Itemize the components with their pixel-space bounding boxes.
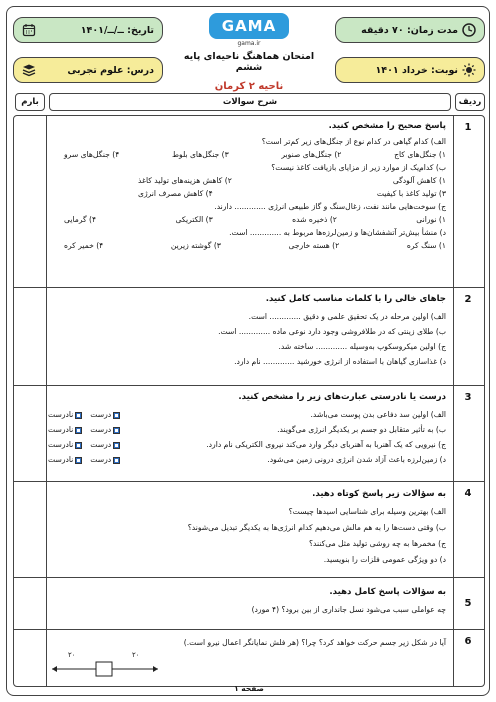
tf-choices: نادرست درست [48,407,120,422]
question-part-c: ج) مخمرها به چه روشی تولید مثل می‌کنند؟ [309,539,446,548]
question-part-d: د) منشأ بیش‌تر آتشفشان‌ها و زمین‌لرزه‌ها مربوط به ............. است. [229,228,446,237]
question-body [48,292,446,369]
session-box [335,57,485,83]
tf-choices: نادرست درست [48,437,120,452]
question-body [48,120,446,252]
checkbox[interactable] [75,427,82,434]
option[interactable]: ۲) جنگل‌های صنوبر [281,150,342,159]
tf-item: ج) نیرویی که یک آهنربا به آهنربای دیگر وارد می‌کند نیروی الکتریکی نام دارد. نادرست درست [48,437,446,452]
exam-title: امتحان هماهنگ ناحیه‌ای پایه ششم [183,51,315,73]
col-row-header: ردیف [455,93,485,111]
question-part-a: چه عواملی سبب می‌شود نسل جانداری از بین برود؟ (۴ مورد) [251,605,446,614]
date-box [13,17,163,43]
exam-region: ناحیه ۲ کرمان [214,81,284,92]
question-row-3 [14,386,484,482]
question-heading: به سؤالات پاسخ کامل دهید. [329,587,446,597]
object-box [96,662,112,676]
question-part-c: ج) سوخت‌هایی مانند نفت، زغال‌سنگ و گاز طبیعی انرژی ............. دارند. [214,202,446,211]
question-row-6 [14,630,484,688]
options-d [48,239,446,252]
options-b1 [48,174,446,187]
force-diagram [48,649,446,677]
question-number: 1 [464,122,472,133]
option[interactable]: ۱) کاهش آلودگی [392,176,446,185]
option[interactable]: ۲) هسته خارجی [288,241,340,250]
force-left-value: ۲۰ [68,651,76,659]
option[interactable]: ۴) گرمایی [64,215,97,224]
tf-choices: نادرست درست [48,452,120,467]
checkbox[interactable] [113,412,120,419]
question-part-c: ج) اولین میکروسکوپ به‌وسیله ............. ساخته شد. [278,342,446,351]
option[interactable]: ۱) نورانی [416,215,446,224]
clock-icon [462,23,476,37]
option[interactable]: ۱) جنگل‌های کاج [394,150,446,159]
question-part-d: د) غذاسازی گیاهان با استفاده از انرژی خورشید ............. نام دارد. [234,357,446,366]
tf-item: الف) اولین سد دفاعی بدن پوست می‌باشد. نادرست درست [48,407,446,422]
question-heading: جاهای خالی را با کلمات مناسب کامل کنید. [265,294,446,304]
option[interactable]: ۳) تولید کاغذ با کیفیت [376,189,446,198]
checkbox[interactable] [75,442,82,449]
question-part-a: آیا در شکل زیر جسم حرکت خواهد کرد؟ چرا؟ (هر فلش نمایانگر اعمال نیرو است.) [183,638,446,647]
checkbox[interactable] [75,412,82,419]
question-part-a: الف) بهترین وسیله برای شناسایی اسیدها چیست؟ [288,507,446,516]
question-number: 3 [464,392,472,403]
question-part-b: ب) وقتی دست‌ها را به هم مالش می‌دهیم کدام انرژی‌ها به یکدیگر تبدیل می‌شوند؟ [187,523,446,532]
question-part-a: الف) کدام گیاهی در کدام نوع از جنگل‌های زیر کم‌تر است؟ [261,137,446,146]
option[interactable]: ۳) گوشته زیرین [170,241,221,250]
question-part-a: الف) اولین مرحله در یک تحقیق علمی و دقیق ............. است. [248,312,446,321]
question-row-1 [14,116,484,288]
option[interactable]: ۲) ذخیره شده [292,215,337,224]
arrowhead-left [52,666,57,672]
question-row-5 [14,578,484,630]
checkbox[interactable] [113,457,120,464]
option[interactable]: ۳) جنگل‌های بلوط [172,150,229,159]
options-a [48,148,446,161]
force-right-value: ۲۰ [132,651,140,659]
header-center [177,13,321,92]
questions-table [13,115,485,687]
question-heading: درست یا نادرستی عبارت‌های زیر را مشخص کنید. [238,392,446,402]
question-body [48,486,446,568]
option[interactable]: ۴) جنگل‌های سرو [64,150,120,159]
col-score-header: بارم [15,93,45,111]
question-heading: به سؤالات زیر پاسخ کوتاه دهید. [312,489,446,499]
question-row-2 [14,288,484,386]
tf-choices: نادرست درست [48,422,120,437]
options-b2 [48,187,446,200]
duration-box [335,17,485,43]
table-header [13,93,485,111]
option[interactable]: ۲) کاهش هزینه‌های تولید کاغذ [138,176,232,185]
question-body [48,636,446,677]
question-part-b: ب) کدام‌یک از موارد زیر از مزایای بازیافت کاغذ نیست؟ [271,163,446,172]
question-number: 2 [464,294,472,305]
exam-header [7,13,490,91]
logo-subtext: gama.ir [237,40,261,47]
calendar-icon [22,23,36,37]
force-diagram-svg [48,653,168,681]
arrowhead-right [153,666,158,672]
duration-label: مدت زمان: ۷۰ دقیقه [361,24,458,36]
options-c [48,213,446,226]
subject-box [13,57,163,83]
option[interactable]: ۳) الکتریکی [175,215,213,224]
checkbox[interactable] [75,457,82,464]
col-questions-header: شرح سوالات [49,93,451,111]
question-body [48,390,446,467]
session-label: نوبت: خرداد ۱۴۰۱ [375,64,458,76]
question-row-4 [14,482,484,578]
question-part-d: د) دو ویژگی عمومی فلزات را بنویسید. [323,555,446,564]
option[interactable]: ۱) سنگ کره [406,241,446,250]
question-number: 4 [464,488,472,499]
question-body [48,584,446,618]
checkbox[interactable] [113,427,120,434]
question-number: 5 [464,598,472,609]
exam-page [6,6,490,696]
tf-item: د) زمین‌لرزه باعث آزاد شدن انرژی درونی زمین می‌شود. نادرست درست [48,452,446,467]
question-number: 6 [464,636,472,647]
date-label: تاریخ: ــ/ــ/۱۴۰۱ [80,24,154,36]
subject-label: درس: علوم تجربی [67,64,154,76]
option[interactable]: ۴) کاهش مصرف انرژی [138,189,213,198]
gama-logo: GAMA [209,13,289,39]
option[interactable]: ۴) خمیر کره [64,241,104,250]
page-footer: صفحه ۱ [234,684,264,693]
sun-icon [462,63,476,77]
tf-item: ب) به تأثیر متقابل دو جسم بر یکدیگر انرژی می‌گویند. نادرست درست [48,422,446,437]
checkbox[interactable] [113,442,120,449]
question-heading: پاسخ صحیح را مشخص کنید. [328,121,446,131]
question-part-b: ب) طلای زینتی که در طلافروشی وجود دارد نوعی ماده ............. است. [218,327,446,336]
books-icon [22,63,36,77]
